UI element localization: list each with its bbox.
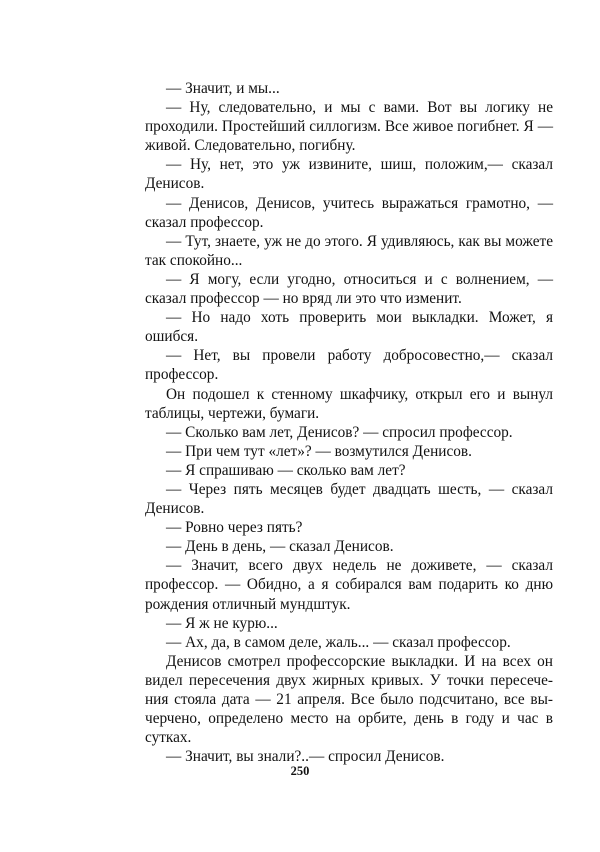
paragraph: — Денисов, Денисов, учитесь выражаться грамотно, — сказал профессор. [145, 194, 553, 231]
paragraph: — Нет, вы провели работу добросовестно,— сказал профессор. [145, 347, 553, 384]
paragraph: — Значит, и мы... [166, 80, 280, 97]
paragraph: Денисов смотрел профессорские выкладки. И на всех он видел пересечения двух жирных кривых. У точки пересечения стояла дата — 21 апреля. Все было подсчитано, все вычерчено, определено место на орбите, день в году и час в сутках. [145, 652, 553, 747]
paragraph: — Через пять месяцев будет двадцать шесть, — сказал Денисов. [145, 480, 553, 518]
paragraph: — Ровно через пять? [166, 519, 303, 537]
paragraph: — Ну, нет, это уж извините, шиш, положим,— сказал Денисов. [145, 156, 553, 193]
paragraph: — Значит, вы знали?..— спросил Денисов. [166, 748, 445, 766]
paragraph: — Я ж не курю... [166, 614, 278, 632]
paragraph: — Значит, всего двух недель не доживете, — сказал профессор. — Обидно, а я собирался вам подарить ко дню рождения отличный мундштук. [145, 557, 553, 613]
paragraph: — Ах, да, в самом деле, жаль... — сказал профессор. [166, 633, 511, 651]
page-body-text [145, 79, 553, 766]
page-number: 250 [290, 764, 310, 778]
paragraph: — День в день, — сказал Денисов. [166, 538, 394, 556]
paragraph: — Сколько вам лет, Денисов? — спросил профессор. [166, 423, 513, 441]
paragraph: Он подошел к стенному шкафчику, открыл его и вынул таблицы, чертежи, бумаги. [145, 385, 553, 422]
paragraph: — Я могу, если угодно, относиться и с волнением, — сказал профессор — но вряд ли это что изменит. [145, 270, 553, 308]
paragraph: — Я спрашиваю — сколько вам лет? [166, 461, 406, 479]
paragraph: — Тут, знаете, уж не до этого. Я удивляюсь, как вы можете так спокойно... [145, 232, 553, 269]
paragraph: — Ну, следовательно, и мы с вами. Вот вы логику не проходили. Простейший силлогизм. Все живое погибнет. Я — живой. Следовательно, погибну. [145, 99, 553, 155]
paragraph: — Но надо хоть проверить мои выкладки. Может, я ошибся. [145, 309, 553, 346]
paragraph: — При чем тут «лет»? — возмутился Денисов. [166, 442, 472, 460]
